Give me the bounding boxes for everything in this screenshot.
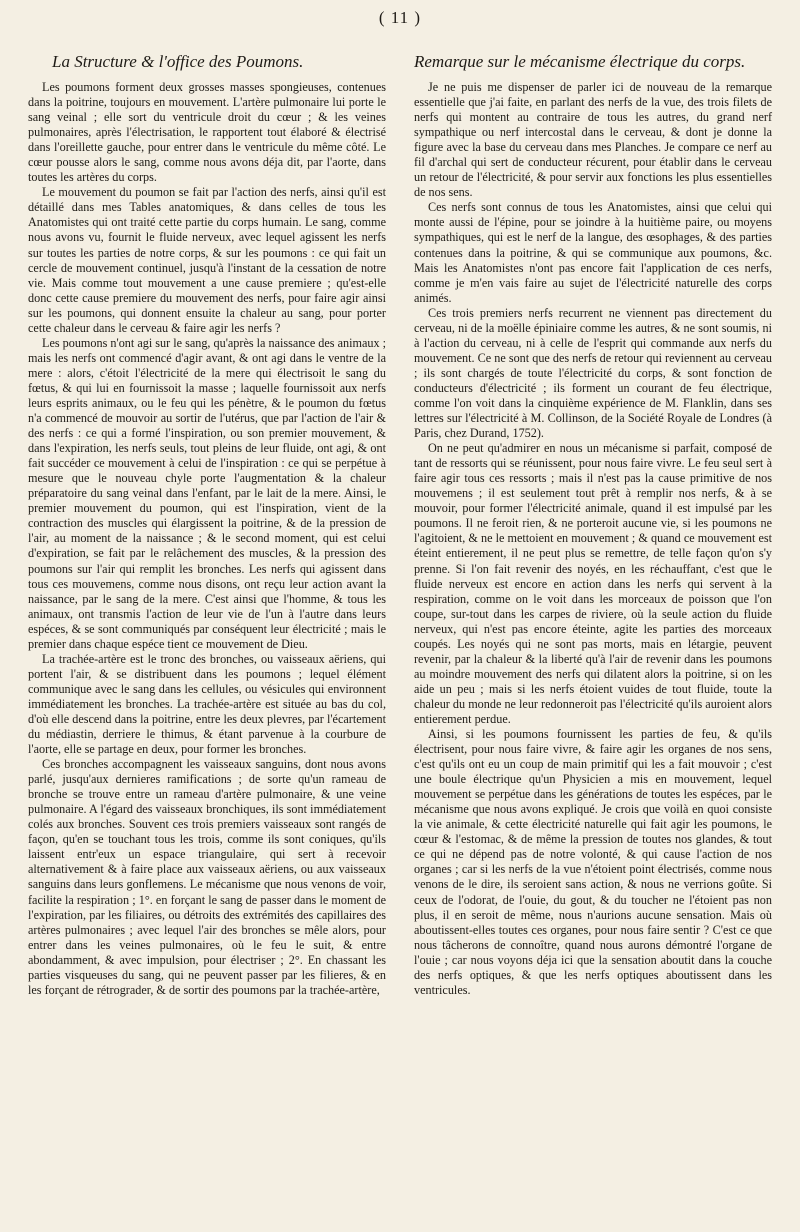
paragraph: La trachée-artère est le tronc des bronches, ou vaisseaux aëriens, qui portent l'air, & se distribuent dans les poumons ; lequel élément communique avec le sang dans les cellules, ou vésicules qui environnent immédiatement les bronches. La trachée-artère est située au bas du col, d'où elle descend dans la poitrine, entre les deux plevres, par l'écartement du médiastin, derriere le thimus, & étant parvenue à la courbure de l'aorte, elle se partage en deux, pour former les bronches. bbox=[28, 651, 386, 757]
paragraph: Le mouvement du poumon se fait par l'action des nerfs, ainsi qu'il est détaillé dans mes Tables anatomiques, & dans celles de tous les Anatomistes qui ont traité cette partie du corps humain. Le sang, comme nous avons vu, fournit le fluide nerveux, avec lequel agissent les nerfs sur toutes les parties de notre corps, & sur les poumons : ce qui fait un cercle de mouvement continuel, jusqu'à l'instant de la cessation de notre vie. Mais comme tout mouvement a une cause premiere ; qu'est-elle donc cette cause premiere du mouvement des nerfs, pour faire agir ainsi sur les poumons, qui donnent ensuite la chaleur au sang, pour porter cette chaleur dans le cerveau & faire agir les nerfs ? bbox=[28, 185, 386, 335]
left-column bbox=[28, 52, 386, 998]
paragraph: Ces nerfs sont connus de tous les Anatomistes, ainsi que celui qui monte aussi de l'épine, pour se joindre à la huitième paire, ou moyens sympathiques, qui est le nerf de la langue, des œsophages, & des parties contenues dans la poitrine, & qui se communique aux poumons, &c. Mais les Anatomistes n'ont pas encore fait l'application de ces nerfs, comme je m'en vais faire au sujet de l'électricité naturelle des corps animés. bbox=[414, 200, 772, 305]
left-column-heading: La Structure & l'office des Poumons. bbox=[52, 52, 304, 71]
right-column-heading: Remarque sur le mécanisme électrique du corps. bbox=[414, 52, 746, 71]
right-column bbox=[414, 52, 772, 998]
paragraph: Les poumons forment deux grosses masses spongieuses, contenues dans la poitrine, toujours en mouvement. L'artère pulmonaire lui porte le sang veinal ; elle sort du ventricule droit du cœur ; & les veines pulmonaires, après l'électrisation, le rapportent tout élaboré & électrisé dans l'oreillette gauche, pour entrer dans le ventricule du même côté. Le cœur pousse alors le sang, comme nous avons déja dit, par l'aorte, dans toutes les artères du corps. bbox=[28, 80, 386, 185]
paragraph: Je ne puis me dispenser de parler ici de nouveau de la remarque essentielle que j'ai faite, en parlant des nerfs de la vue, des trois filets de nerfs qui montent au contraire de tous les autres, du grand nerf sympathique ou nerf intercostal dans le cerveau, & dont je donne la figure avec la base du cerveau dans mes Planches. Je compare ce nerf au fil d'archal qui sert de conducteur récurent, pour établir dans le cerveau un retour de l'électricité, & pour servir aux fonctions les plus essentielles de nos sens. bbox=[414, 80, 772, 200]
page-number: ( 11 ) bbox=[378, 8, 422, 27]
paragraph: Ainsi, si les poumons fournissent les parties de feu, & qu'ils électrisent, pour nous faire vivre, & faire agir les organes de nos sens, c'est qu'ils ont eu un coup de main primitif qui les a fait mouvoir ; c'est une boule électrique qu'un Physicien a mis en mouvement, lequel mouvement se perpétue dans les générations de toutes les espéces, par le mécanisme que nous avons expliqué. Je crois que voilà en quoi consiste la vie animale, & cette électricité naturelle qui fait agir les poumons, le cœur & l'estomac, & de même la pression de toutes nos glandes, & tout ce qui ne dépend pas de notre volonté, & qui cause l'action de nos organes ; car si les nerfs de la vue n'étoient point électrisés, comme nous venons de le dire, ils seroient sans action, & nous ne verrions goûte. Si ceux de l'odorat, de l'ouie, du gout, & du toucher ne l'étoient pas non plus, il en seroit de même, nous n'aurions aucune sensation. Mais où aboutissent-elles toutes ces organes, pour nous faire sentir ? C'est ce que nous tâcherons de connoître, quand nous aurons démontré l'organe de l'ouie ; car nous voyons déja ici que la sensation aboutit dans la couche des nerfs optiques, & que les nerfs optiques aboutissent dans les ventricules. bbox=[414, 727, 772, 997]
paragraph: Les poumons n'ont agi sur le sang, qu'après la naissance des animaux ; mais les nerfs ont commencé d'agir avant, & ont agi dans le ventre de la mere : alors, c'étoit l'électricité de la mere qui électrisoit le sang du fœtus, & qui lui en fournissoit la masse ; laquelle fournissoit aux nerfs leurs esprits animaux, ou le feu qui les pénètre, & le poumon du fœtus n'a commencé de mouvoir au sortir de l'utérus, que par l'action de l'air & des nerfs : ce qui a formé l'inspiration, ou son premier mouvement, & dans l'expiration, les nerfs seuls, tout pleins de leur fluide, ont agi, & ont fait succéder ce mouvement à celui de l'inspiration : ce qui se perpétue à mesure que le nouveau chyle porte l'augmentation & la chaleur préparatoire du sang veinal dans l'enfant, par le lait de la mere. Ainsi, le premier mouvement du poumon, qui est l'inspiration, vient de la contraction des muscles qui élargissent la poitrine, & de la pression de l'air, au moment de la naissance ; & le second moment, qui est celui d'expiration, se fait par le relâchement des muscles, & la pression des poumons sur l'air qui remplit les bronches. Les nerfs qui agissent dans tous ces mouvemens, comme nous disons, ont reçu leur action avant la naissance, par le sang de la mere. C'est ainsi que l'homme, & tous les animaux, ont transmis l'action de leur vie de l'un à l'autre dans leurs espéces, & se sont communiqués par conséquent leur électricité ; mais le premier dans chaque espéce tient ce mouvement de Dieu. bbox=[28, 335, 386, 651]
paragraph: Ces trois premiers nerfs recurrent ne viennent pas directement du cerveau, ni de la moëlle épiniaire comme les autres, & ne sont soumis, ni à l'action du cerveau, ni à celle de l'esprit qui commande aux nerfs du mouvement. Ce ne sont que des nerfs de retour qui reviennent au cerveau ; ils sont chargés de toute l'électricité du corps, & sont fonction de conducteurs d'électricité ; ils forment un courant de feu électrique, comme l'on voit dans la cinquième expérience de M. Flanklin, dans ses lettres sur l'électricité à M. Collinson, de la Société Royale de Londres (à Paris, chez Durand, 1752). bbox=[414, 305, 772, 441]
paragraph: Ces bronches accompagnent les vaisseaux sanguins, dont nous avons parlé, jusqu'aux dernieres ramifications ; de sorte qu'un rameau de bronche se trouve entre un rameau d'artère pulmonaire, & une veine pulmonaire. A l'égard des vaisseaux bronchiques, ils sont immédiatement colés aux bronches. Souvent ces trois premiers vaisseaux sont rangés de façon, qu'en se touchant tous les trois, comme ils sont coniques, qu'ils laissent entr'eux un espace triangulaire, qui sert à recevoir alternativement & à faire place aux vaisseaux aëriens, ou aux vaisseaux sanguins dans leurs gonflemens. Le mécanisme que nous venons de voir, facilite la respiration ; 1°. en forçant le sang de passer dans le moment de l'expiration, par les filiaires, ou détroits des extrémités des capillaires des artères pulmonaires ; avec lequel l'air des bronches se mêle alors, pour entrer dans les veines pulmonaires, où le feu le suit, & entre abondamment, & avec impulsion, pour électriser ; 2°. En chassant les parties visqueuses du sang, qui ne peuvent passer par les filieres, & en les forçant de rétrograder, & de sortir des poumons par la trachée-artère, bbox=[28, 757, 386, 997]
paragraph: On ne peut qu'admirer en nous un mécanisme si parfait, composé de tant de ressorts qui se réunissent, pour nous faire vivre. Le feu seul sert à faire agir tous ces ressorts ; mais il n'est pas la cause primitive de nos mouvemens ; il est seulement tout prêt à remplir nos nerfs, & à se mouvoir, pour former l'électricité animale, quand il est impulsé par les poumons. Il ne feroit rien, & ne porteroit aucune vie, si les poumons ne l'agitoient, & ne le mettoient en mouvement ; & quand ce mouvement est éteint entierement, il ne peut plus se remettre, de telle façon qu'on s'y prenne. Si l'on fait revenir des noyés, en les réchauffant, c'est que le fluide nerveux est encore en action dans les nerfs qui servent à la respiration, comme on le voit dans les morceaux de poisson que l'on coupe, sur-tout dans les carpes de riviere, où la seule action du fluide nerveux, qui n'est pas encore éteinte, agite les parties des morceaux coupés. Les noyés qui ne sont pas morts, mais en létargie, peuvent revenir, par la chaleur & la liberté qu'à l'air de revenir dans les poumons au moindre mouvement des nerfs qui dilatent alors la poitrine, si on les aide un peu ; mais si les nerfs étoient vuides de tout fluide, toute la chaleur du monde ne leur redonneroit pas l'électricité qu'ils auroient alors entierement perdue. bbox=[414, 441, 772, 726]
